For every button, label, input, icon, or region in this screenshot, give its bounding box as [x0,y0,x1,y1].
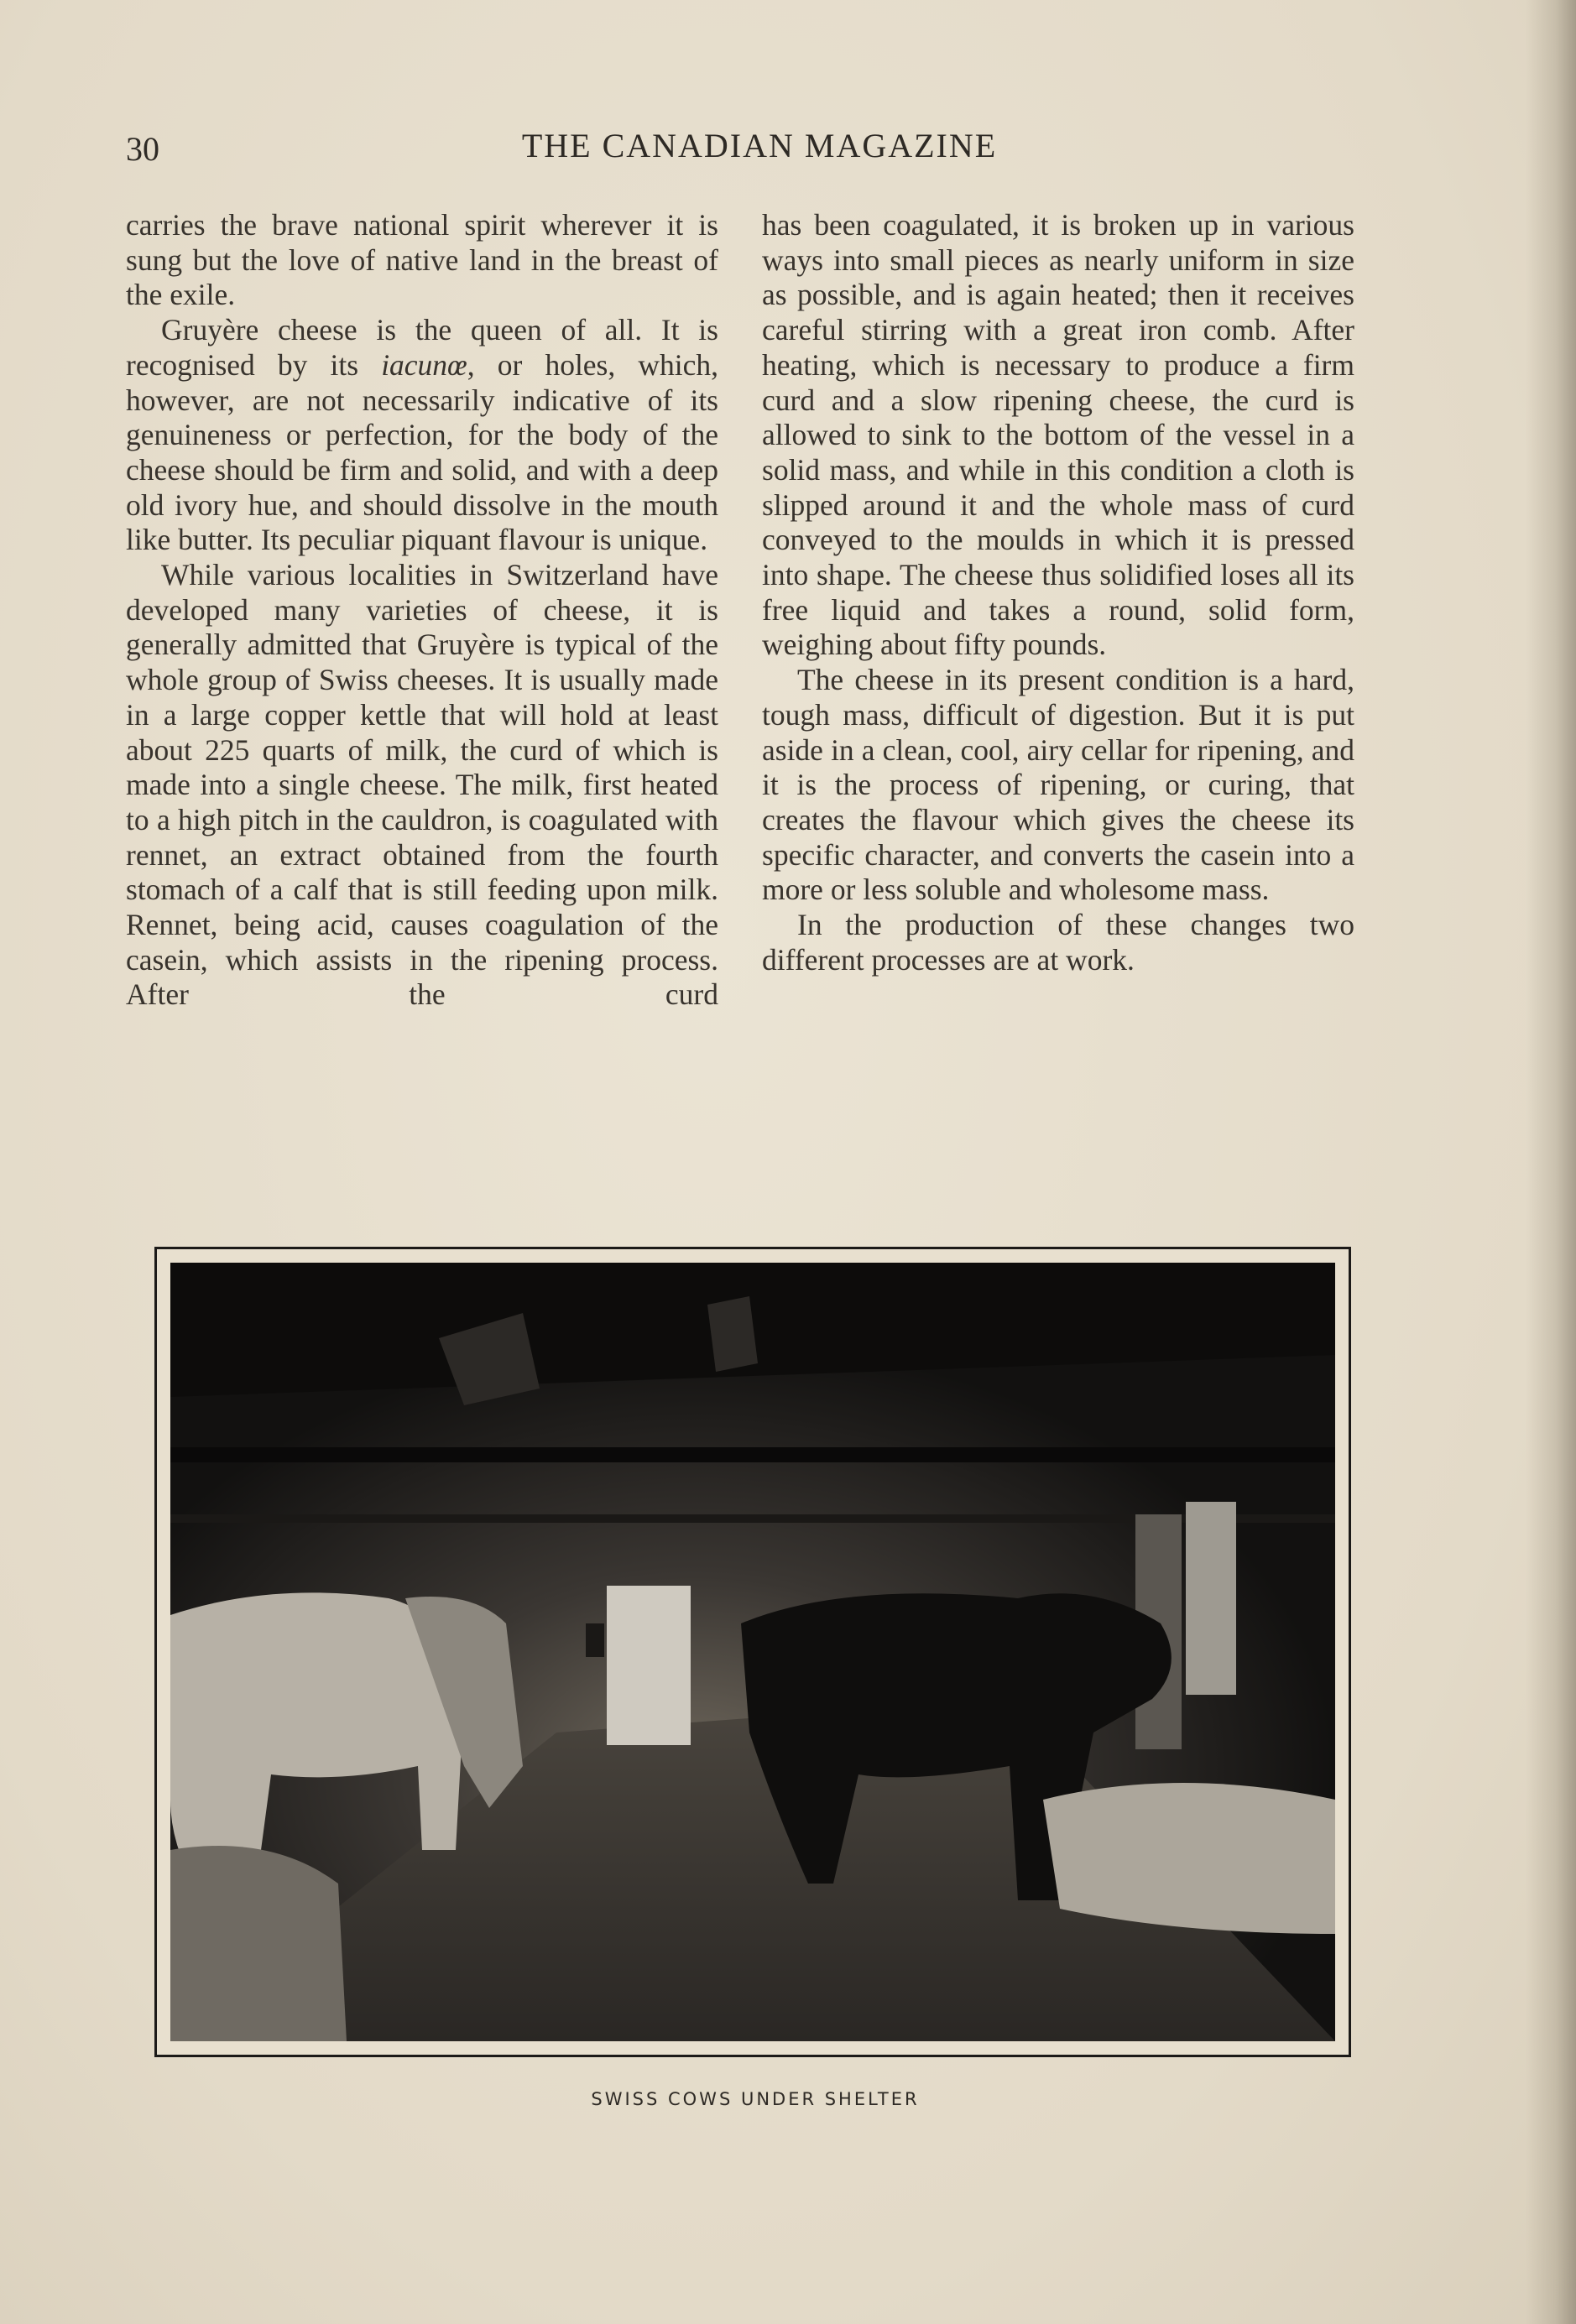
photo-frame [154,1247,1351,2057]
barn-photograph [170,1263,1335,2041]
magazine-title: THE CANADIAN MAGAZINE [521,127,998,164]
photo-illustration [170,1263,1335,2041]
paragraph-text: , or holes, which, however, are not necessarily indicative of its genuineness or perfection, for the body of the cheese should be firm and solid, and with a deep old ivory hue, and should dissolve in the mouth like butter. Its peculiar piquant flavour is unique. [126,347,719,557]
paragraph: In the production of these changes two different processes are at work. [762,908,1354,977]
page-header [126,126,1359,176]
left-text-column [126,208,718,1013]
paragraph: carries the brave national spirit wherever it is sung but the love of native land in the breast of the exile. [126,208,718,312]
paragraph: The cheese in its present condition is a hard, tough mass, difficult of digestion. But it is put aside in a clean, cool, airy cellar for ripening, and it is the process of ripening, or curing, that creates the flavour which gives the cheese its specific character, and converts the casein into a more or less soluble and wholesome mass. [762,663,1354,907]
paragraph: While various localities in Switzerland have developed many varieties of cheese, it is generally admitted that Gruyère is typical of the whole group of Swiss cheeses. It is usually made in a large copper kettle that will hold at least about 225 quarts of milk, the curd of which is made into a single cheese. The milk, first heated to a high pitch in the cauldron, is coagulated with rennet, an extract obtained from the fourth stomach of a calf that is still feeding upon milk. Rennet, being acid, causes coagulation of the casein, which assists in the ripening process. After the curd [126,558,718,1012]
page-spine-shadow [1526,0,1576,2324]
paragraph-text: Gruyère cheese is the queen of all. It is recognised by its [126,313,718,382]
page-number: 30 [126,130,159,168]
paragraph [126,313,718,558]
italic-term: iacunœ [381,347,467,382]
figure-caption: SWISS COWS UNDER SHELTER [591,2089,920,2109]
right-text-column [762,208,1354,977]
paragraph: has been coagulated, it is broken up in various ways into small pieces as nearly uniform in size as possible, and is again heated; then it receives careful stirring with a great iron comb. After heating, which is necessary to produce a firm curd and a slow ripening cheese, the curd is allowed to sink to the bottom of the vessel in a solid mass, and while in this condition a cloth is slipped around it and the whole mass of curd conveyed to the moulds in which it is pressed into shape. The cheese thus solidified loses all its free liquid and takes a round, solid form, weighing about fifty pounds. [762,208,1354,662]
